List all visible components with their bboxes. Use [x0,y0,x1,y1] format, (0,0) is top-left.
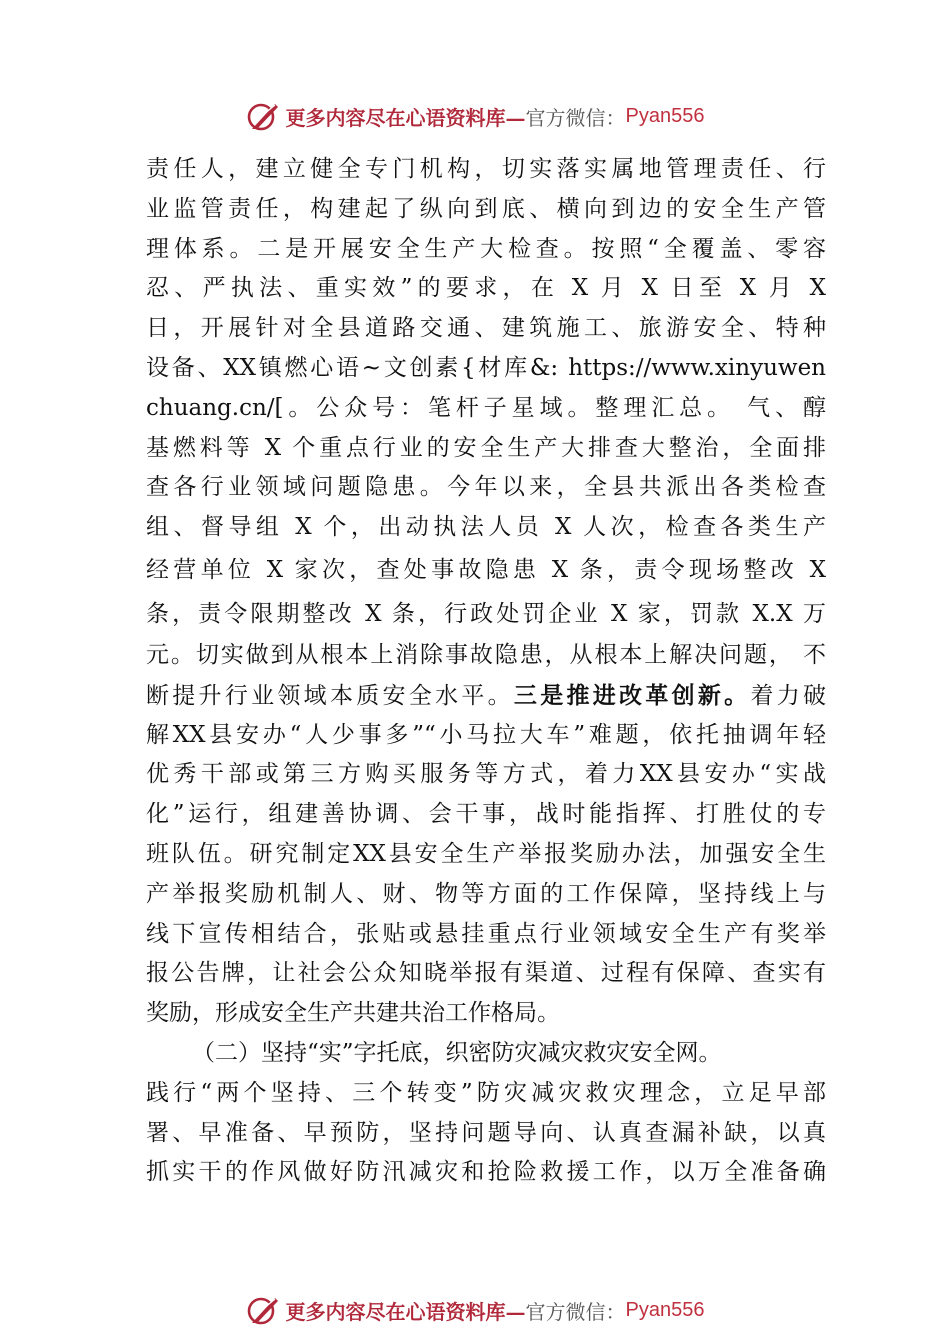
text-line: 查各行业领域问题隐患。今年以来，全县共派出各类检查 [146,474,826,501]
text-line: 署、早准备、早预防，坚持问题导向、认真查漏补缺，以真 [146,1119,826,1146]
text-line: 解XX县安办“人少事多”“小马拉大车”难题，依托抽调年轻 [146,721,826,748]
text-line: 条，责令限期整改 X 条，行政处罚企业 X 家，罚款 X.X 万 [146,600,826,627]
text-line: 化”运行，组建善协调、会干事，战时能指挥、打胜仗的专 [146,801,826,828]
text-line: 组、督导组 X 个，出动执法人员 X 人次，检查各类生产 [146,514,826,541]
watermark-wechat-label: 官方微信： [525,105,626,130]
text-line: 践行“两个坚持、三个转变”防灾减灾救灾理念，立足早部 [146,1079,826,1106]
text-line: 经营单位 X 家次，查处事故隐患 X 条，责令现场整改 X [146,556,826,583]
text-line-mixed [146,676,826,716]
watermark-wechat-id: Pyan556 [625,1298,705,1321]
watermark-banner-bottom [0,1290,950,1330]
text-line: 日，开展针对全县道路交通、建筑施工、旅游安全、特种 [146,315,826,342]
text-line: 基燃料等 X 个重点行业的安全生产大排查大整治，全面排 [146,434,826,461]
text-run: 断提升行业领域本质安全水平。 [146,682,514,709]
text-run: 着力破 [750,682,827,709]
watermark-ad-text: 更多内容尽在心语资料库— [285,105,526,130]
watermark-ad-text: 更多内容尽在心语资料库— [285,1299,526,1324]
text-line: 责任人，建立健全专门机构，切实落实属地管理责任、行 [146,156,826,182]
text-line: 忍、严执法、重实效”的要求，在 X 月 X 日至 X 月 X [146,275,826,302]
section-heading: （二）坚持“实”字托底，织密防灾减灾救灾安全网。 [192,1039,722,1066]
text-line: 产举报奖励机制人、财、物等方面的工作保障，坚持线上与 [146,880,826,907]
text-line: 设备、XX镇燃心语~文创素{材库&: https://www.xinyuwen [146,354,826,381]
watermark-wechat-id: Pyan556 [625,104,705,127]
text-line: 抓实干的作风做好防汛减灾和抢险救援工作，以万全准备确 [146,1159,826,1186]
text-line: 线下宣传相结合，张贴或悬挂重点行业领域安全生产有奖举 [146,920,826,947]
text-line: chuang.cn/[。公众号：笔杆子星域。整理汇总。 气、醇 [146,394,826,421]
text-line: 班队伍。研究制定XX县安全生产举报奖励办法，加强安全生 [146,840,826,867]
text-line: 业监管责任，构建起了纵向到底、横向到边的安全生产管 [146,195,826,222]
text-line: 元。切实做到从根本上消除事故隐患，从根本上解决问题， 不 [146,641,826,668]
quill-logo-icon [246,1293,280,1327]
bold-heading-run: 三是推进改革创新。 [513,681,751,709]
quill-logo-icon [246,99,280,133]
watermark-banner-top [0,96,950,136]
text-line: 报公告牌，让社会公众知晓举报有渠道、过程有保障、查实有 [146,960,826,987]
document-body [146,150,826,1193]
text-line: 理体系。二是开展安全生产大检查。按照“全覆盖、零容 [146,235,826,262]
text-line: 奖励，形成安全生产共建共治工作格局。 [146,1000,560,1027]
watermark-wechat-label: 官方微信： [525,1299,626,1324]
text-line: 优秀干部或第三方购买服务等方式，着力XX县安办“实战 [146,761,826,788]
